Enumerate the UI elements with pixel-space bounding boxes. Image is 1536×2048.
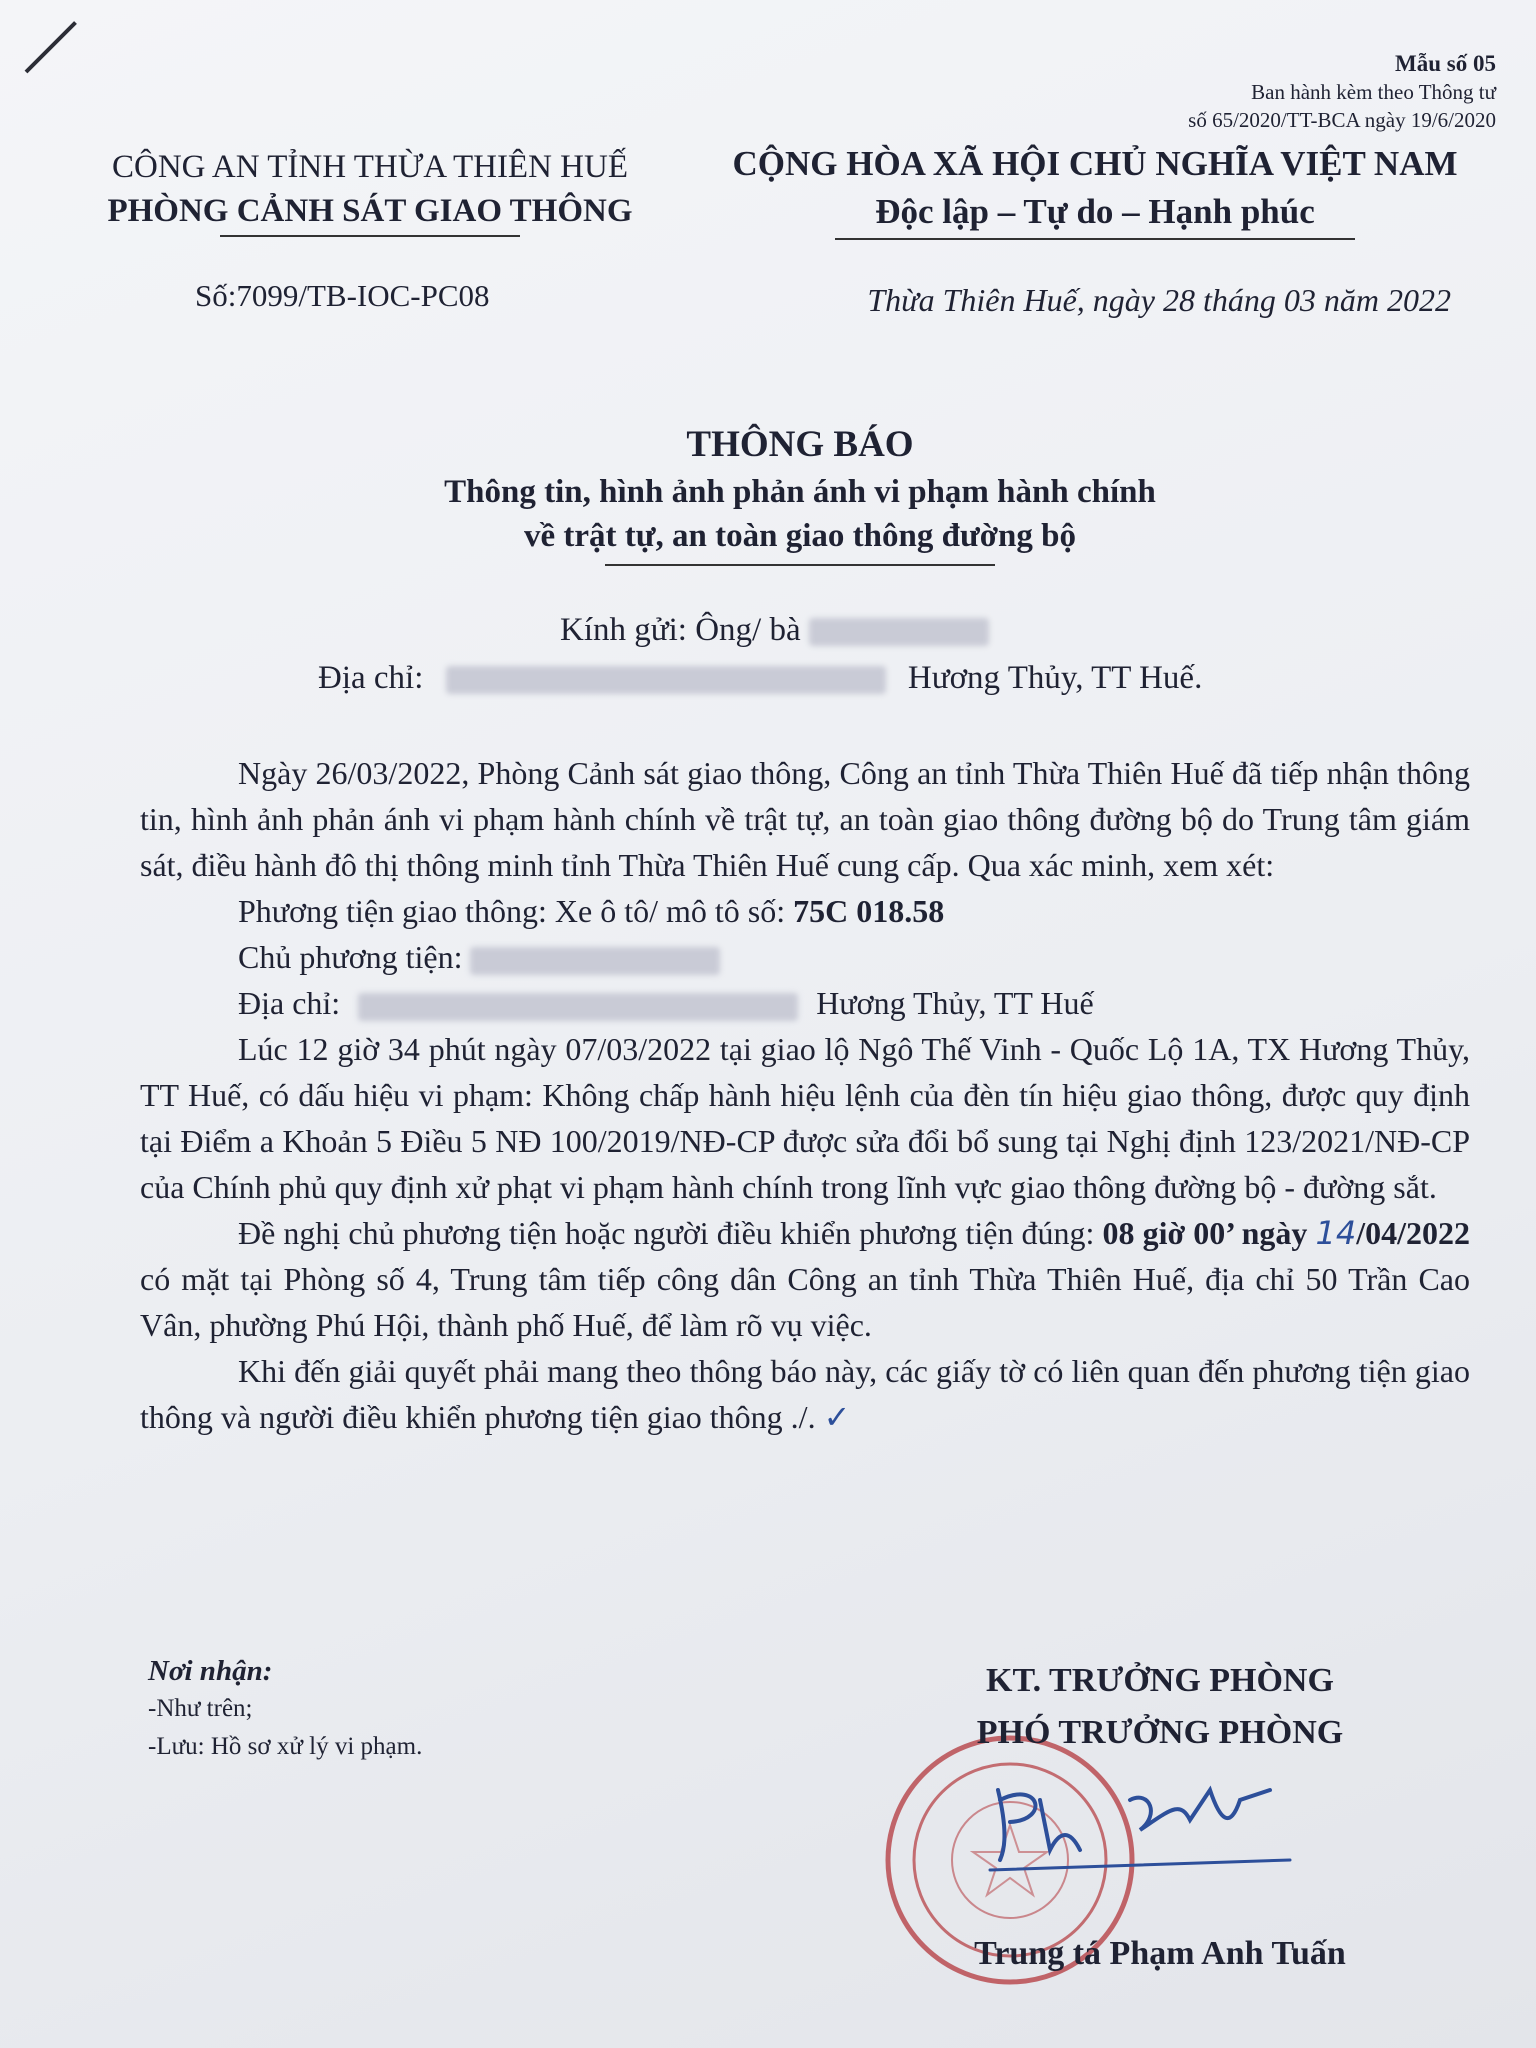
form-issued-with: Ban hành kèm theo Thông tư xyxy=(1251,80,1496,104)
address-suffix: Hương Thủy, TT Huế. xyxy=(907,660,1203,696)
sign-title-1: KT. TRƯỞNG PHÒNG xyxy=(986,1662,1334,1699)
title-block xyxy=(0,420,1536,566)
handwritten-check: ✓ xyxy=(823,1398,851,1436)
paragraph-summons: Đề nghị chủ phương tiện hoặc người điều khiển phương tiện đúng: 08 giờ 00’ ngày 14/04/2022 có mặt tại Phòng số 4, Trung tâm tiếp công dân Công an tỉnh Thừa Thiên Huế, địa chỉ 50 Trần Cao Vân, phường Phú Hội, thành phố Huế, để làm rõ vụ việc. xyxy=(140,1214,1471,1343)
recipient-item-1: -Như trên; xyxy=(148,1695,253,1722)
owner-address-line xyxy=(140,980,1470,1026)
country-name: CỘNG HÒA XÃ HỘI CHỦ NGHĨA VIỆT NAM xyxy=(732,144,1458,183)
paragraph-violation: Lúc 12 giờ 34 phút ngày 07/03/2022 tại giao lộ Ngô Thế Vinh - Quốc Lộ 1A, TX Hương Thủy, TT Huế, có dấu hiệu vi phạm: Không chấp hành hiệu lệnh của đèn tín hiệu giao thông, được quy định tại Điểm a Khoản 5 Điều 5 NĐ 100/2019/NĐ-CP được sửa đổi bổ sung tại Nghị định 123/2021/NĐ-CP của Chính phủ quy định xử phạt vi phạm hành chính trong lĩnh vực giao thông đường bộ - đường sắt. xyxy=(140,1031,1470,1205)
header-left xyxy=(70,145,670,237)
redacted-owner xyxy=(470,947,720,975)
recipient-item-2: -Lưu: Hồ sơ xử lý vi phạm. xyxy=(148,1733,423,1760)
owner-address-suffix: Hương Thủy, TT Huế xyxy=(816,985,1094,1021)
header-right xyxy=(700,140,1490,240)
department-name: PHÒNG CẢNH SÁT GIAO THÔNG xyxy=(107,193,633,229)
redacted-address xyxy=(446,666,886,694)
header-right-rule xyxy=(835,238,1355,240)
notice-body xyxy=(140,750,1470,1440)
handwritten-signature xyxy=(980,1760,1300,1880)
vehicle-plate: 75C 018.58 xyxy=(793,893,945,929)
recipient-line xyxy=(560,612,989,649)
national-motto: Độc lập – Tự do – Hạnh phúc xyxy=(875,192,1315,231)
redacted-name xyxy=(809,618,989,646)
form-number: Mẫu số 05 xyxy=(1395,51,1496,76)
signer-name: Trung tá Phạm Anh Tuấn xyxy=(974,1935,1346,1972)
recipients-label: Nơi nhận: xyxy=(148,1655,273,1687)
form-info xyxy=(1188,50,1496,134)
title-rule xyxy=(605,564,995,566)
address-label: Địa chỉ: xyxy=(318,660,424,696)
date-line: Thừa Thiên Huế, ngày 28 tháng 03 năm 2022 xyxy=(867,282,1451,318)
document-subtitle-1: Thông tin, hình ảnh phản ánh vi phạm hành chính xyxy=(444,474,1156,510)
form-circular: số 65/2020/TT-BCA ngày 19/6/2020 xyxy=(1188,108,1496,132)
paragraph-intro: Ngày 26/03/2022, Phòng Cảnh sát giao thông, Công an tỉnh Thừa Thiên Huế đã tiếp nhận thông tin, hình ảnh phản ánh vi phạm hành chính về trật tự, an toàn giao thông đường bộ do Trung tâm giám sát, điều hành đô thị thông minh tỉnh Thừa Thiên Huế cung cấp. Qua xác minh, xem xét: xyxy=(140,755,1470,883)
recipient-label: Kính gửi: Ông/ bà xyxy=(560,612,801,648)
signature-block xyxy=(860,1655,1460,1759)
owner-address-label: Địa chỉ: xyxy=(238,985,341,1021)
redacted-owner-address xyxy=(358,993,798,1021)
address-line xyxy=(318,660,1202,697)
recipients-block xyxy=(148,1652,422,1766)
header-left-rule xyxy=(220,235,520,237)
vehicle-line xyxy=(140,888,1470,934)
pen-mark xyxy=(25,21,77,73)
document-title: THÔNG BÁO xyxy=(686,424,914,465)
paragraph-requirements: Khi đến giải quyết phải mang theo thông báo này, các giấy tờ có liên quan đến phương tiện giao thông và người điều khiển phương tiện giao thông ./. ✓ xyxy=(140,1353,1470,1436)
handwritten-day: 14 xyxy=(1315,1214,1357,1252)
owner-label: Chủ phương tiện: xyxy=(238,939,463,975)
vehicle-label: Phương tiện giao thông: Xe ô tô/ mô tô số: xyxy=(238,893,794,929)
document-number: Số:7099/TB-IOC-PC08 xyxy=(195,278,490,313)
agency-name: CÔNG AN TỈNH THỪA THIÊN HUẾ xyxy=(111,149,628,185)
document-subtitle-2: về trật tự, an toàn giao thông đường bộ xyxy=(523,518,1076,554)
sign-title-2: PHÓ TRƯỞNG PHÒNG xyxy=(976,1714,1344,1751)
owner-line xyxy=(140,934,1470,980)
